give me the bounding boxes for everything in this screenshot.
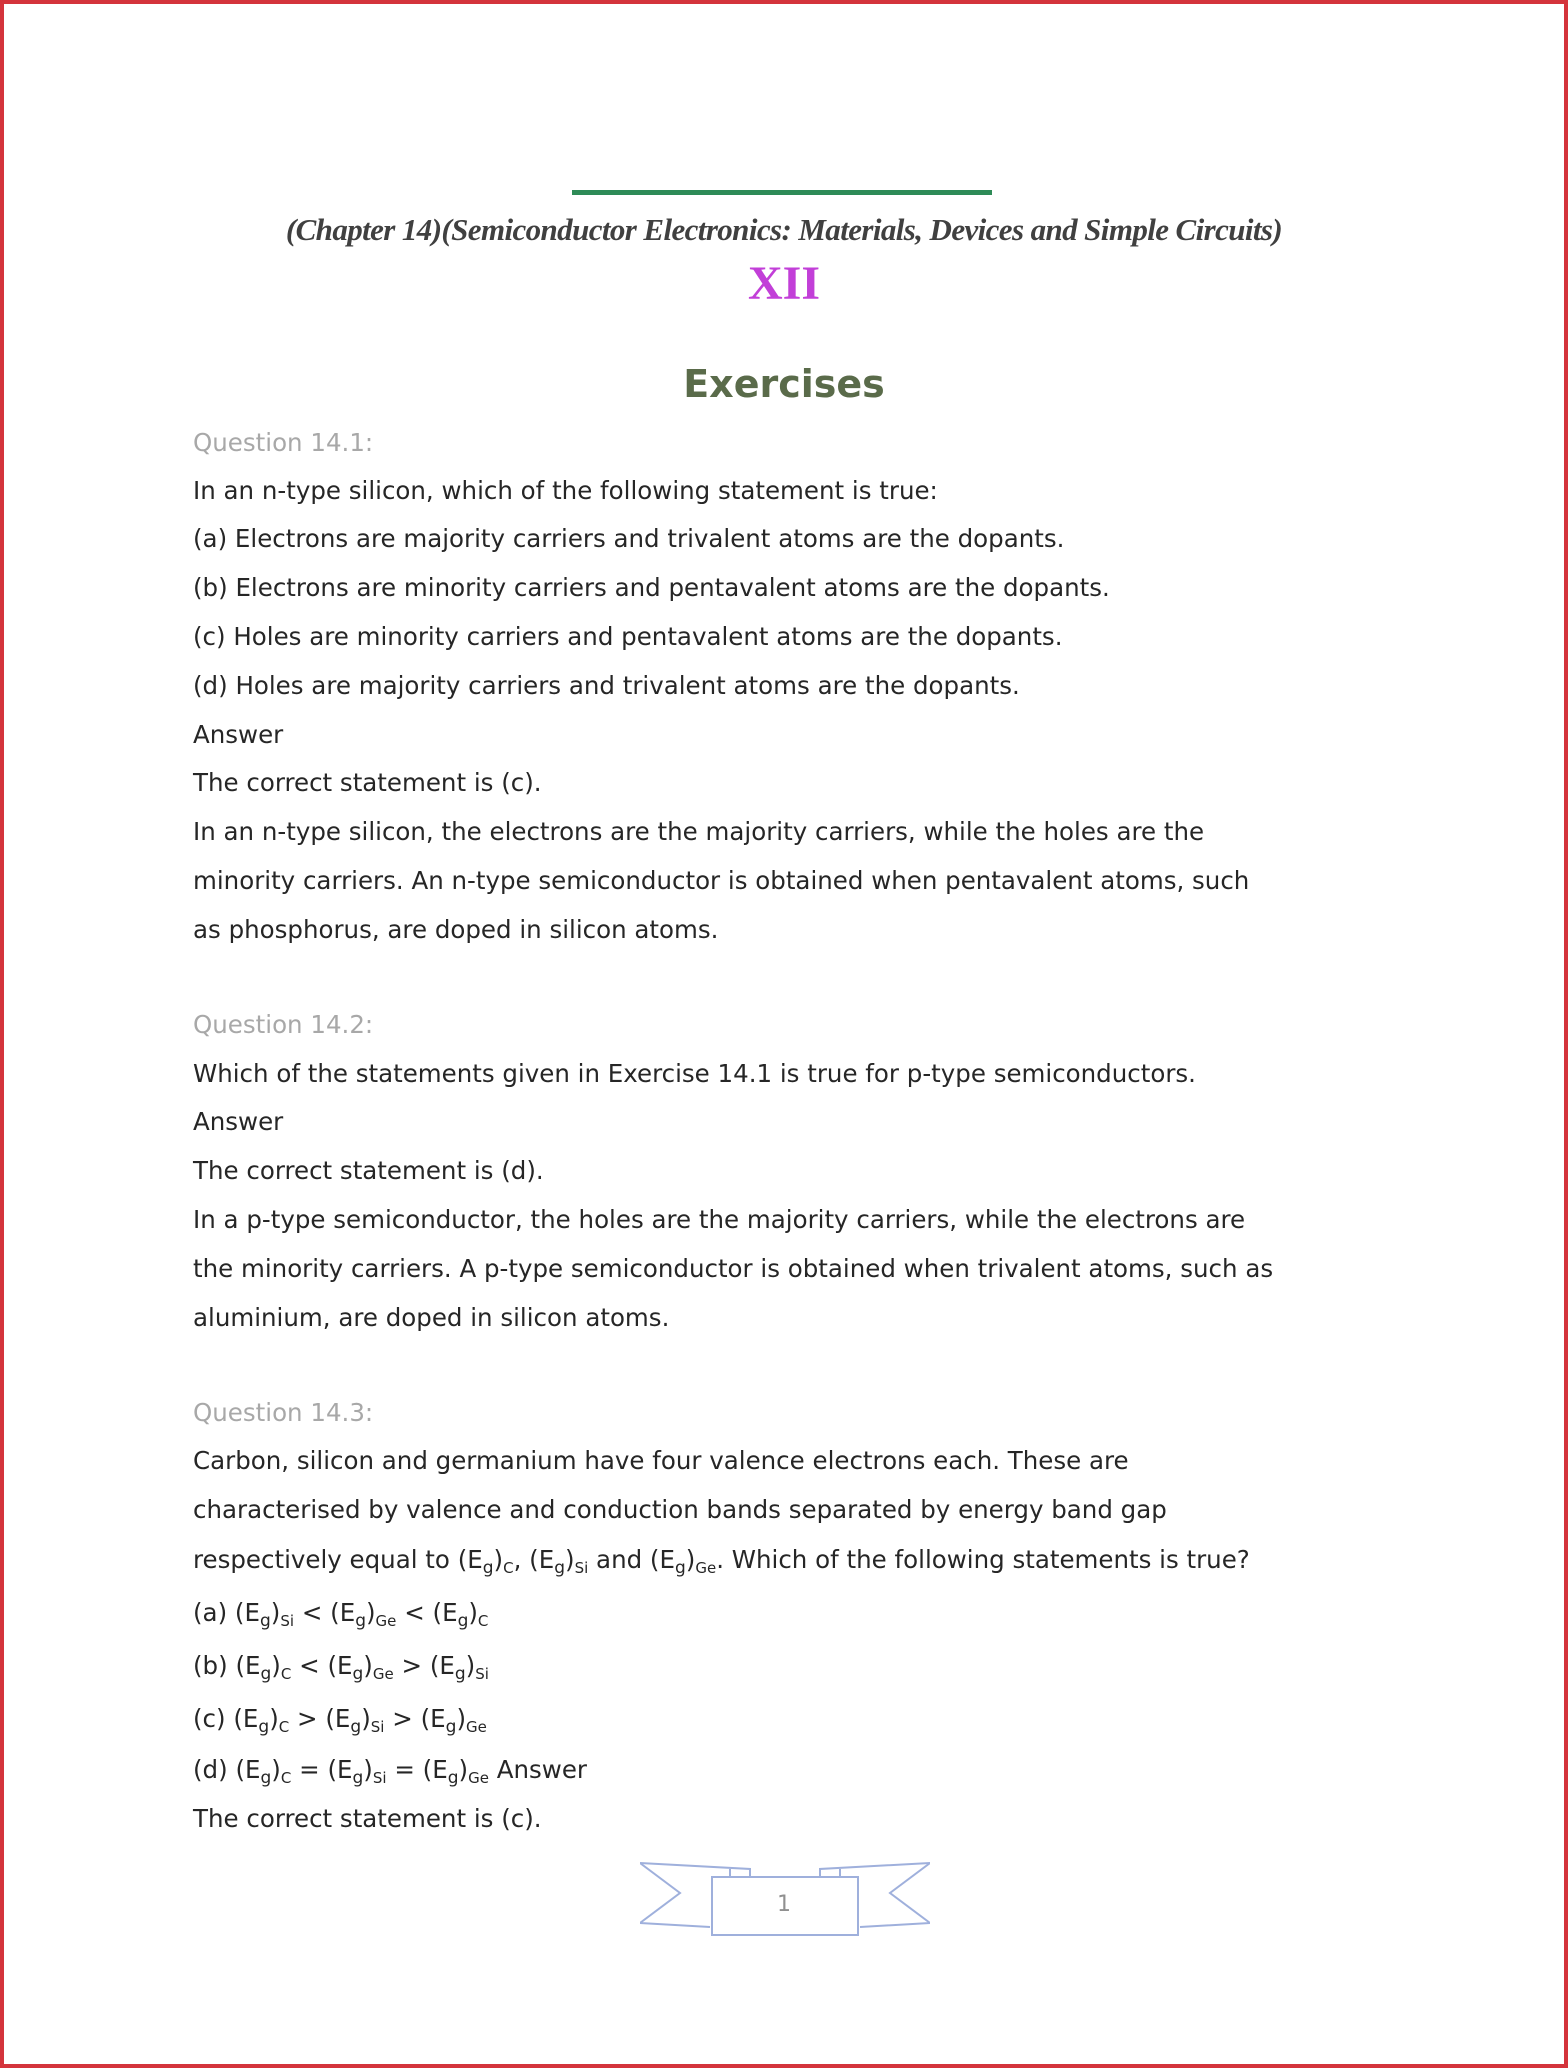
subscript: Ge bbox=[466, 1718, 487, 1736]
subscript: g bbox=[352, 1768, 364, 1788]
subscript: g bbox=[457, 1611, 469, 1631]
text-line bbox=[193, 1704, 487, 1737]
text-run: > (E bbox=[384, 1704, 446, 1733]
text-run: > (E bbox=[289, 1704, 351, 1733]
subscript: g bbox=[350, 1717, 362, 1737]
text-run: < (E bbox=[291, 1651, 353, 1680]
text-line: characterised by valence and conduction bands separated by energy band gap bbox=[193, 1495, 1167, 1524]
text-line: (c) Holes are minority carriers and pentavalent atoms are the dopants. bbox=[193, 622, 1063, 651]
text-line: The correct statement is (c). bbox=[193, 1804, 542, 1833]
text-run: = (E bbox=[291, 1755, 353, 1784]
subscript: C bbox=[477, 1612, 489, 1630]
subscript: g bbox=[674, 1558, 686, 1578]
question-heading: Question 14.3: bbox=[193, 1398, 374, 1427]
subscript: g bbox=[259, 1611, 271, 1631]
subscript: Si bbox=[280, 1612, 295, 1630]
subscript: Si bbox=[574, 1559, 589, 1577]
text-run: . Which of the following statements is true? bbox=[716, 1545, 1250, 1574]
text-run: ) bbox=[270, 1598, 281, 1627]
text-run: ) bbox=[271, 1755, 281, 1784]
subscript: Si bbox=[372, 1769, 387, 1787]
text-run: ) bbox=[365, 1598, 376, 1627]
subscript: Ge bbox=[372, 1665, 394, 1683]
text-line: (b) Electrons are minority carriers and pentavalent atoms are the dopants. bbox=[193, 573, 1110, 602]
subscript: g bbox=[482, 1558, 494, 1578]
text-run: (a) (E bbox=[193, 1598, 260, 1627]
text-run: < (E bbox=[294, 1598, 356, 1627]
text-run: ) bbox=[685, 1545, 696, 1574]
text-line: as phosphorus, are doped in silicon atoms. bbox=[193, 915, 719, 944]
text-line: Answer bbox=[193, 720, 284, 749]
text-line bbox=[193, 1598, 489, 1631]
question-heading: Question 14.2: bbox=[193, 1010, 374, 1039]
text-line: The correct statement is (d). bbox=[193, 1156, 544, 1185]
text-run: ) bbox=[458, 1755, 469, 1784]
subscript: g bbox=[454, 1664, 466, 1684]
text-run: and (E bbox=[588, 1545, 675, 1574]
text-run: ) bbox=[465, 1651, 476, 1680]
text-line: the minority carriers. A p-type semiconductor is obtained when trivalent atoms, such as bbox=[193, 1254, 1274, 1283]
text-run: ) bbox=[361, 1704, 371, 1733]
subscript: C bbox=[503, 1559, 514, 1577]
text-run: ) bbox=[468, 1598, 478, 1627]
subscript: Ge bbox=[695, 1559, 717, 1577]
subscript: g bbox=[258, 1717, 270, 1737]
header-rule bbox=[572, 190, 992, 195]
subscript: g bbox=[352, 1664, 364, 1684]
subscript: g bbox=[447, 1768, 459, 1788]
text-run: Answer bbox=[488, 1755, 587, 1784]
text-run: ) bbox=[363, 1651, 373, 1680]
text-line: In a p-type semiconductor, the holes are the majority carriers, while the electrons are bbox=[193, 1205, 1246, 1234]
class-label: XII bbox=[747, 257, 821, 310]
subscript: C bbox=[280, 1769, 292, 1787]
text-run: ) bbox=[456, 1704, 466, 1733]
subscript: Ge bbox=[468, 1769, 489, 1787]
text-line: In an n-type silicon, which of the following statement is true: bbox=[193, 476, 938, 505]
text-line: Carbon, silicon and germanium have four valence electrons each. These are bbox=[193, 1446, 1129, 1475]
text-run: (b) (E bbox=[193, 1651, 261, 1680]
subscript: g bbox=[554, 1558, 565, 1578]
subscript: Ge bbox=[375, 1612, 397, 1630]
subscript: C bbox=[280, 1665, 292, 1683]
text-line bbox=[193, 1545, 1250, 1578]
subscript: g bbox=[260, 1664, 272, 1684]
text-run: ) bbox=[271, 1651, 281, 1680]
text-line bbox=[193, 1755, 587, 1788]
text-run: respectively equal to (E bbox=[193, 1545, 483, 1574]
text-run: ) bbox=[269, 1704, 279, 1733]
chapter-title: (Chapter 14)(Semiconductor Electronics: Materials, Devices and Simple Circuits) bbox=[285, 212, 1283, 247]
subscript: C bbox=[278, 1718, 290, 1736]
subscript: g bbox=[260, 1768, 272, 1788]
subscript: Si bbox=[475, 1665, 489, 1683]
text-line: aluminium, are doped in silicon atoms. bbox=[193, 1303, 670, 1332]
text-run: ) bbox=[493, 1545, 504, 1574]
text-line: minority carriers. An n-type semiconductor is obtained when pentavalent atoms, such bbox=[193, 866, 1250, 895]
text-line: Which of the statements given in Exercise 14.1 is true for p-type semiconductors. bbox=[193, 1059, 1196, 1088]
subscript: g bbox=[355, 1611, 366, 1631]
text-run: ) bbox=[565, 1545, 575, 1574]
text-line: In an n-type silicon, the electrons are the majority carriers, while the holes are the bbox=[193, 817, 1205, 846]
text-run: < (E bbox=[396, 1598, 458, 1627]
text-run: ) bbox=[363, 1755, 373, 1784]
text-run: = (E bbox=[386, 1755, 448, 1784]
text-line: (a) Electrons are majority carriers and trivalent atoms are the dopants. bbox=[193, 524, 1065, 553]
subscript: Si bbox=[370, 1718, 385, 1736]
page-number: 1 bbox=[777, 1892, 791, 1917]
text-line bbox=[193, 1651, 489, 1684]
text-run: (c) (E bbox=[193, 1704, 259, 1733]
text-run: , (E bbox=[513, 1545, 555, 1574]
subscript: g bbox=[445, 1717, 457, 1737]
text-run: (d) (E bbox=[193, 1755, 261, 1784]
text-line: (d) Holes are majority carriers and trivalent atoms are the dopants. bbox=[193, 671, 1020, 700]
section-title: Exercises bbox=[683, 362, 885, 406]
text-line: The correct statement is (c). bbox=[193, 768, 542, 797]
text-line: Answer bbox=[193, 1107, 284, 1136]
question-heading: Question 14.1: bbox=[193, 428, 374, 457]
text-run: > (E bbox=[393, 1651, 455, 1680]
